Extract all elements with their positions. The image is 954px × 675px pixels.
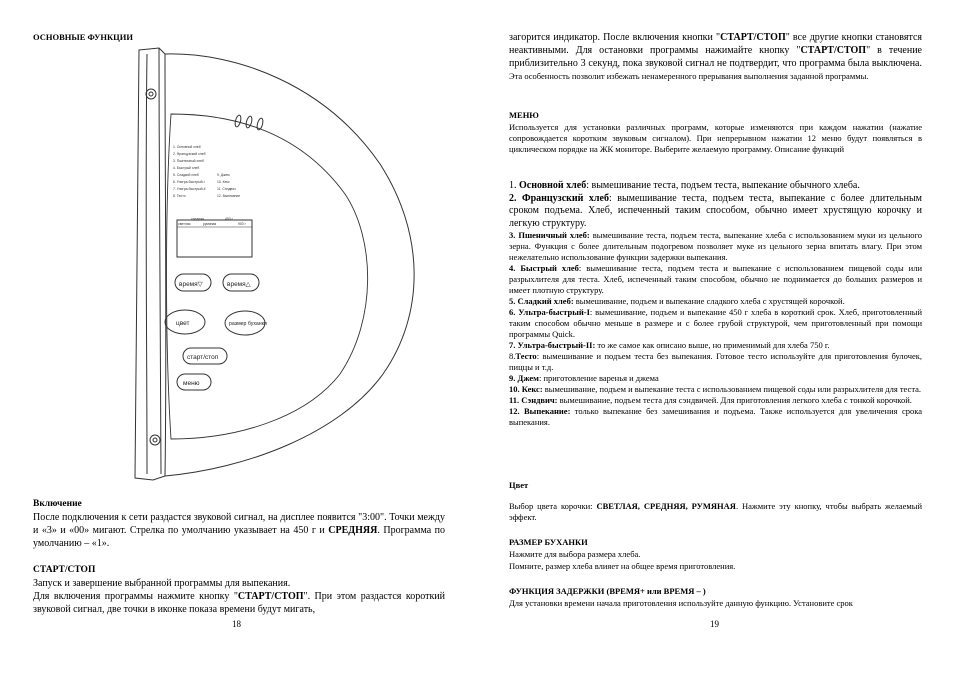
start-paragraph-2: Для включения программы нажмите кнопку "СТАРТ/СТОП". При этом раздастся короткий звуковой сигнал, две точки в иконке показа времени будут мигать, bbox=[33, 591, 445, 615]
function-item: 4. Быстрый хлеб: вымешивание теста, подъем теста и выпекание с использованием пищевой соды или разрыхлителя для теста. Хлеб, испеченный таким способом, обычно не поднимается до больших размеров и имеет плотную структуру. bbox=[509, 263, 922, 295]
start-heading: СТАРТ/СТОП bbox=[33, 565, 96, 575]
function-item: 12. Выпекание: только выпекание без замешивания и подъема. Также используется для увеличения срока выпекания. bbox=[509, 406, 922, 427]
lcd-label: средняя bbox=[191, 217, 204, 221]
button-time-down-label[interactable]: время▽ bbox=[179, 281, 203, 288]
function-list bbox=[509, 180, 922, 428]
function-item: 3. Пшеничный хлеб: вымешивание теста, подъем теста, выпекание хлеба с использованием муки из цельного зерна. Функция с более длительным подогревом позволяет муке из цельного зерна впитать влагу. При этом нежелательно использование функции задержки выпекания. bbox=[509, 230, 923, 262]
panel-menu-item: 10. Кекс bbox=[217, 180, 230, 184]
button-size-label[interactable]: размер буханки bbox=[229, 321, 267, 327]
function-item: 7. Ультра-быстрый-II: то же самое как описано выше, но применимый для хлеба 750 г. bbox=[509, 340, 830, 350]
function-item: 10. Кекс: вымешивание, подъем и выпекание теста с использованием пищевой соды или разрыхлителя для теста. bbox=[509, 384, 922, 394]
start-paragraph-1: Запуск и завершение выбранной программы для выпекания. bbox=[33, 578, 291, 589]
panel-menu-item: 8. Тесто bbox=[173, 194, 186, 198]
function-item: 8.Тесто: вымешивание и подъем теста без выпекания. Готовое тесто используйте для приготовления булочек, пиццы и т.д. bbox=[509, 351, 922, 372]
function-item: 1. Основной хлеб: вымешивание теста, подъем теста, выпекание обычного хлеба. bbox=[509, 180, 860, 191]
panel-menu-item: 6. Ультра-быстрый-I bbox=[173, 180, 205, 184]
housing-outline bbox=[135, 48, 414, 480]
panel-menu-item: 3. Пшеничный хлеб bbox=[173, 159, 204, 163]
on-paragraph: После подключения к сети раздастся звуковой сигнал, на дисплее появится "3:00". Точки между и «3» и «00» мигают. Стрелка по умолчанию указывает на 450 г и СРЕДНЯЯ. Программа по умолчанию – «1». bbox=[33, 512, 445, 549]
panel-menu-item: 1. Основной хлеб bbox=[173, 145, 201, 149]
button-menu-label[interactable]: меню bbox=[183, 380, 200, 387]
menu-paragraph: Используется для установки различных программ, которые изменяются при каждом нажатии (нажатие сопровождается коротким звуковым сигналом). При непрерывном нажатии 12 меню будут появляться в циклическом порядке на ЖК мониторе. Выберите желаемую программу. Описание функций bbox=[509, 122, 922, 154]
panel-menu-item: 7. Ультра-быстрый-II bbox=[173, 187, 206, 191]
left-heading: ОСНОВНЫЕ ФУНКЦИИ bbox=[33, 32, 133, 42]
function-item: 5. Сладкий хлеб: вымешивание, подъем и выпекание сладкого хлеба с хрустящей корочкой. bbox=[509, 296, 845, 306]
delay-paragraph: Для установки времени начала приготовления используйте данную функцию. Установите срок bbox=[509, 598, 853, 608]
size-paragraph-1: Нажмите для выбора размера хлеба. bbox=[509, 549, 641, 559]
function-item: 11. Сэндвич: вымешивание, подъем теста для сэндвичей. Для приготовления легкого хлеба с тонкой корочкой. bbox=[509, 395, 912, 405]
color-paragraph: Выбор цвета корочки: СВЕТЛАЯ, СРЕДНЯЯ, РУМЯНАЯ. Нажмите эту кнопку, чтобы выбрать желаемый эффект. bbox=[509, 501, 923, 522]
button-color-label[interactable]: цвет bbox=[176, 320, 190, 327]
lcd-label: светлая bbox=[178, 222, 191, 226]
page-number-right: 19 bbox=[710, 619, 719, 629]
menu-heading: МЕНЮ bbox=[509, 110, 539, 120]
control-panel-illustration bbox=[125, 44, 450, 484]
page-number-left: 18 bbox=[232, 619, 241, 629]
panel-menu-item: 12. Выпекание bbox=[217, 194, 241, 198]
panel-menu-item: 2. Французский хлеб bbox=[173, 152, 206, 156]
color-heading: Цвет bbox=[509, 480, 529, 490]
start-continued: загорится индикатор. После включения кнопки "СТАРТ/СТОП" все другие кнопки становятся неактивными. Для остановки программы нажимайте кнопку "СТАРТ/СТОП" в течение приблизительно 3 секунд, пока звуковой сигнал не подтвердит, что программа была выключена. Эта особенность позволит избежать ненамеренного прерывания выполнения заданной программы. bbox=[509, 32, 923, 81]
size-paragraph-2: Помните, размер хлеба влияет на общее время приготовления. bbox=[509, 561, 736, 571]
delay-heading: ФУНКЦИЯ ЗАДЕРЖКИ (ВРЕМЯ+ или ВРЕМЯ – ) bbox=[509, 586, 706, 596]
on-heading: Включение bbox=[33, 499, 82, 509]
function-item: 2. Французский хлеб: вымешивание теста, подъем теста, выпекание с более длительным сроком подъема. Хлеб, испеченный таким способом, обычно имеет хрустящую корочку и легкую структуру. bbox=[509, 192, 923, 229]
function-item: 9. Джем: приготовление варенья и джема bbox=[509, 373, 659, 383]
panel-menu-item: 4. Быстрый хлеб bbox=[173, 166, 200, 170]
panel-menu-item: 11. Сэндвич bbox=[217, 187, 236, 191]
panel-menu-item: 9. Джем bbox=[217, 173, 230, 177]
lcd-label: 900 г bbox=[238, 222, 246, 226]
lcd-label: 450 г bbox=[225, 217, 233, 221]
button-time-up-label[interactable]: время△ bbox=[227, 281, 251, 288]
lcd-label: румяная bbox=[203, 222, 217, 226]
panel-menu-item: 5. Сладкий хлеб bbox=[173, 173, 199, 177]
size-heading: РАЗМЕР БУХАНКИ bbox=[509, 537, 588, 547]
function-item: 6. Ультра-быстрый-I: вымешивание, подъем и выпекание 450 г хлеба в короткий срок. Хлеб, приготовленный таким способом обычно меньше в размере и с более грубой структурой, чем приготовленный при помощи программы Quick. bbox=[509, 307, 923, 339]
button-start-label[interactable]: старт/стоп bbox=[187, 354, 219, 361]
